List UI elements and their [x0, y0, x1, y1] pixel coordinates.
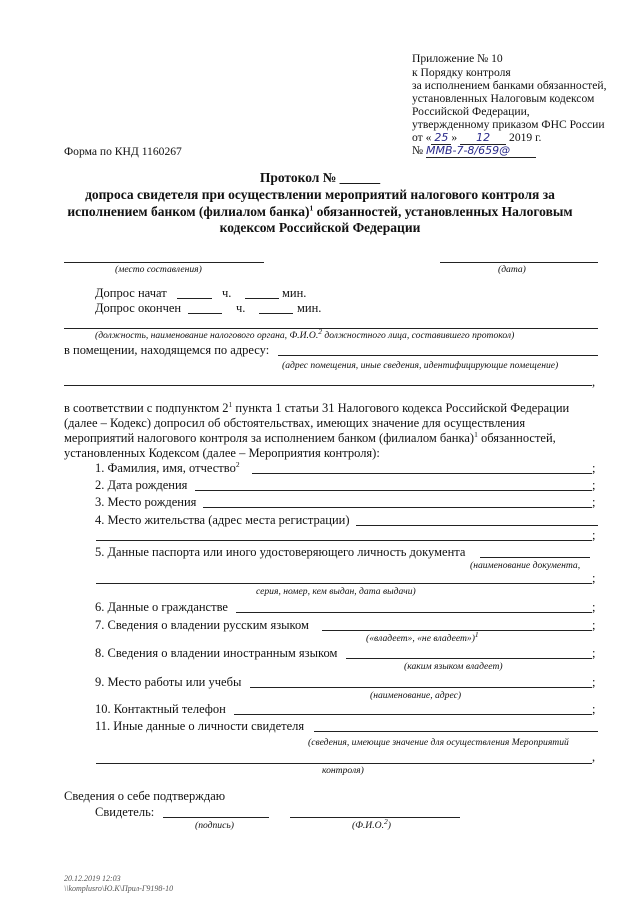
appendix-date-day: 25	[431, 131, 451, 145]
end-label: Допрос окончен	[95, 301, 182, 315]
appendix-line-3: за исполнением банками обязанностей,	[412, 79, 607, 92]
item-4-field-2[interactable]	[96, 540, 592, 541]
intro-line-4: установленных Кодексом (далее – Мероприятия контроля):	[64, 446, 380, 460]
item-10-label: 10. Контактный телефон	[95, 702, 226, 716]
appendix-line-4: установленных Налоговым кодексом	[412, 92, 595, 105]
title-line-2: допроса свидетеля при осуществлении мероприятий налогового контроля за	[85, 187, 555, 202]
item-4-field[interactable]	[356, 525, 598, 526]
official-caption: (должность, наименование налогового органа, Ф.И.О.$^2$ должностного лица, составившего протокол)	[95, 326, 515, 341]
item-5-field-2[interactable]	[96, 583, 592, 584]
appendix-number-value: ММВ-7-8/659@	[426, 144, 536, 158]
end-hours-field[interactable]	[188, 313, 222, 314]
item-1-semicolon: ;	[592, 461, 596, 475]
item-5-details-caption: серия, номер, кем выдан, дата выдачи)	[256, 586, 416, 597]
item-8-field[interactable]	[346, 658, 592, 659]
item-4-semicolon: ;	[592, 528, 596, 542]
item-9-caption: (наименование, адрес)	[370, 690, 462, 701]
intro-line-3: мероприятий налогового контроля за исполнением банком (филиалом банка)$^1$ обязанностей,	[64, 429, 556, 445]
title-line-3: исполнением банком (филиалом банка)$^1$ обязанностей, установленных Налоговым	[67, 203, 573, 219]
item-7-semicolon: ;	[592, 618, 596, 632]
premises-line-2[interactable]	[64, 385, 592, 386]
fio-line[interactable]	[290, 817, 460, 818]
item-11-caption-1: (сведения, имеющие значение для осуществления Мероприятий	[308, 737, 569, 748]
intro-line-1: в соответствии с подпунктом $2^1$ пункта 1 статьи 31 Налогового кодекса Российской Федерации	[64, 399, 570, 415]
appendix-date: от « 25 » 12 2019 г.	[412, 131, 542, 144]
item-7-caption: («владеет», «не владеет»)$^1$	[366, 629, 479, 644]
signature-line[interactable]	[163, 817, 269, 818]
item-11-label: 11. Иные данные о личности свидетеля	[95, 719, 305, 733]
item-6-field[interactable]	[236, 612, 592, 613]
start-minutes-unit: мин.	[282, 286, 307, 300]
signature-caption: (подпись)	[195, 820, 234, 831]
item-9-field[interactable]	[250, 687, 592, 688]
appendix-number: № ММВ-7-8/659@	[412, 144, 536, 158]
item-8-caption: (каким языком владеет)	[404, 661, 503, 672]
fio-caption: (Ф.И.О.$^2$)	[352, 816, 391, 831]
item-5-label: 5. Данные паспорта или иного удостоверяющего личность документа	[95, 545, 466, 559]
appendix-line-2: к Порядку контроля	[412, 66, 511, 79]
form-code: Форма по КНД 1160267	[64, 145, 182, 158]
item-5-field[interactable]	[480, 557, 590, 558]
item-3-label: 3. Место рождения	[95, 495, 197, 509]
witness-label: Свидетель:	[95, 805, 155, 819]
appendix-date-year: 2019 г.	[509, 131, 542, 144]
end-minutes-unit: мин.	[297, 301, 322, 315]
item-10-field[interactable]	[234, 714, 592, 715]
appendix-date-month: 12	[460, 131, 506, 145]
item-11-caption-2: контроля)	[322, 765, 364, 776]
confirm-text: Сведения о себе подтверждаю	[64, 789, 226, 803]
title-line-1: Протокол № ______	[259, 170, 381, 185]
end-minutes-field[interactable]	[259, 313, 293, 314]
title-line-4: кодексом Российской Федерации	[219, 220, 421, 235]
item-5-doc-caption: (наименование документа,	[470, 560, 581, 571]
premises-comma: ,	[592, 375, 596, 389]
place-line[interactable]	[64, 262, 264, 263]
item-1-field[interactable]	[252, 473, 592, 474]
item-8-label: 8. Сведения о владении иностранным языком	[95, 646, 338, 660]
premises-line[interactable]	[278, 355, 598, 356]
official-line[interactable]	[64, 328, 598, 329]
item-8-semicolon: ;	[592, 646, 596, 660]
footer-timestamp: 20.12.2019 12:03	[64, 874, 121, 883]
item-7-label: 7. Сведения о владении русским языком	[95, 618, 309, 632]
item-11-field-2[interactable]	[96, 763, 592, 764]
item-6-label: 6. Данные о гражданстве	[95, 600, 228, 614]
item-2-semicolon: ;	[592, 478, 596, 492]
item-9-label: 9. Место работы или учебы	[95, 675, 242, 689]
appendix-line-1: Приложение № 10	[412, 52, 503, 65]
item-11-field[interactable]	[314, 731, 598, 732]
date-line[interactable]	[440, 262, 598, 263]
intro-line-2: (далее – Кодекс) допросил об обстоятельствах, имеющих значение для осуществления	[64, 416, 526, 430]
item-4-label: 4. Место жительства (адрес места регистрации)	[95, 513, 350, 527]
appendix-line-5: Российской Федерации,	[412, 105, 530, 118]
item-6-semicolon: ;	[592, 600, 596, 614]
start-hours-field[interactable]	[177, 298, 212, 299]
premises-caption: (адрес помещения, иные сведения, идентифицирующие помещение)	[282, 360, 559, 371]
start-label: Допрос начат	[95, 286, 167, 300]
item-1-label: 1. Фамилия, имя, отчество$^2$	[95, 459, 240, 475]
item-3-semicolon: ;	[592, 495, 596, 509]
item-2-label: 2. Дата рождения	[95, 478, 188, 492]
footer-path: \\komplusro\Ю.К\Прил-Г9198-10	[64, 884, 174, 893]
item-9-semicolon: ;	[592, 675, 596, 689]
premises-label: в помещении, находящемся по адресу:	[64, 343, 270, 357]
item-2-field[interactable]	[195, 490, 592, 491]
start-hours-unit: ч.	[222, 286, 232, 300]
item-5-semicolon: ;	[592, 571, 596, 585]
date-caption: (дата)	[498, 264, 526, 275]
start-minutes-field[interactable]	[245, 298, 279, 299]
item-7-field[interactable]	[322, 630, 592, 631]
item-3-field[interactable]	[203, 507, 592, 508]
appendix-line-6: утвержденному приказом ФНС России	[412, 118, 605, 131]
item-11-comma: ,	[592, 750, 596, 764]
end-hours-unit: ч.	[236, 301, 246, 315]
place-caption: (место составления)	[115, 264, 202, 275]
item-10-semicolon: ;	[592, 702, 596, 716]
